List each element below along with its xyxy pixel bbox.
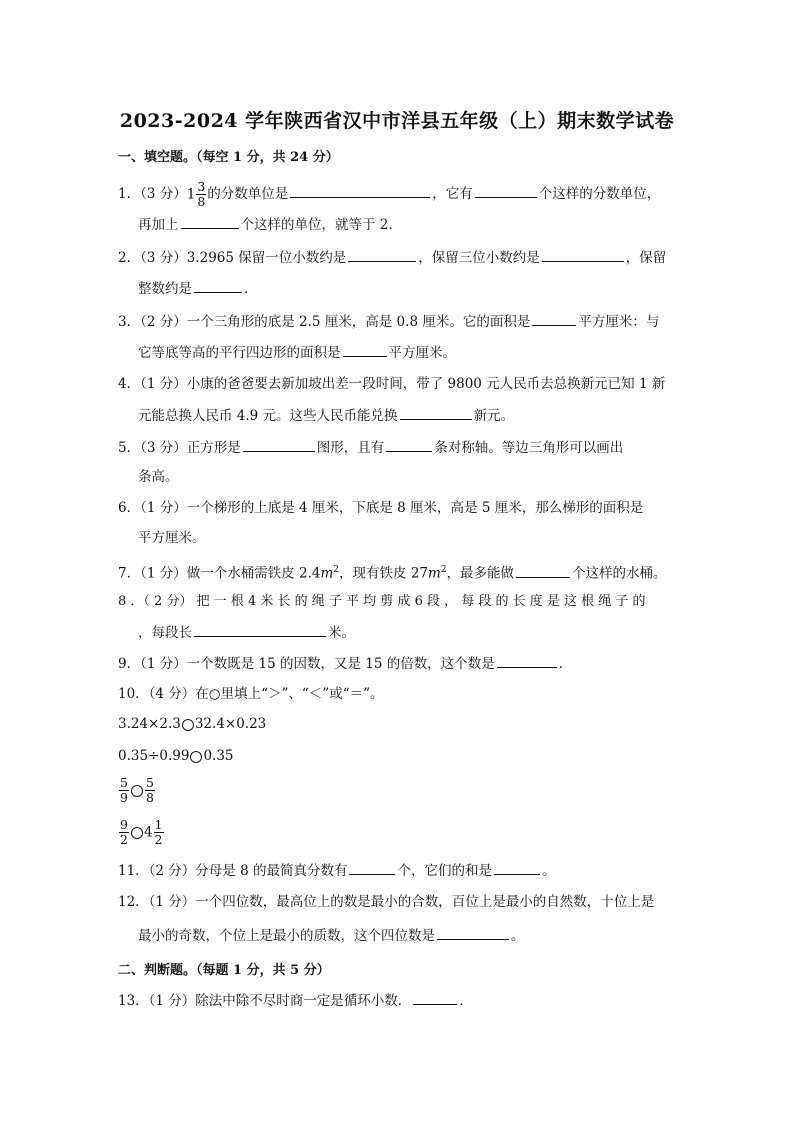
answer-blank[interactable]: [194, 278, 242, 293]
answer-blank[interactable]: [194, 622, 326, 637]
answer-blank[interactable]: [475, 183, 537, 198]
question-3-line-1: 3．（2 分）一个三角形的底是 2.5 厘米，高是 0.8 厘米。它的面积是 平方厘米：与: [118, 311, 659, 332]
question-5-line-2: 条高。: [138, 469, 179, 485]
question-7: 7．（1 分）做一个水桶需铁皮 $2.4m^2$，现有铁皮 $27m^2$，最多能做 个这样的水桶。: [118, 560, 667, 584]
answer-blank[interactable]: [516, 563, 570, 578]
question-2-line-1: 2．（3 分）3.2965 保留一位小数约是 ，保留三位小数约是 ，保留: [118, 247, 666, 268]
exam-title: 2023-2024 学年陕西省汉中市洋县五年级（上）期末数学试卷: [119, 110, 675, 132]
fraction: $\frac{3}{8}$: [197, 179, 206, 209]
answer-blank[interactable]: [343, 342, 387, 357]
mixed-number-whole: 1: [186, 186, 196, 203]
answer-blank[interactable]: [290, 183, 430, 198]
question-4-line-2: 元能总换人民币 4.9 元。这些人民币能兑换 新元。: [138, 405, 514, 426]
answer-blank[interactable]: [413, 990, 457, 1005]
answer-blank[interactable]: [542, 247, 624, 262]
fraction: $\frac{9}{2}$: [120, 817, 128, 847]
compare-row-3: [118, 776, 156, 805]
compare-circle[interactable]: [190, 751, 202, 763]
answer-blank[interactable]: [437, 925, 509, 940]
answer-blank[interactable]: [348, 247, 416, 262]
question-5-line-1: 5．（3 分）正方形是 图形，且有 条对称轴。等边三角形可以画出: [118, 437, 623, 458]
question-1-line-2: 再加上 个这样的单位，就等于 2．: [138, 214, 402, 235]
fraction: $\frac{1}{2}$: [154, 817, 163, 847]
fraction: $\frac{5}{9}$: [120, 775, 128, 805]
answer-blank[interactable]: [349, 860, 395, 875]
answer-blank[interactable]: [181, 214, 239, 229]
compare-row-4: $\frac{9}{2}$ 4 $\frac{1}{2}$: [120, 817, 163, 847]
compare-circle[interactable]: [131, 827, 143, 839]
compare-circle[interactable]: [182, 719, 194, 731]
fraction: $\frac{5}{8}$: [145, 775, 154, 805]
answer-blank[interactable]: [243, 437, 315, 452]
question-3-line-2: 它等底等高的平行四边形的面积是 平方厘米。: [138, 342, 456, 363]
question-12-line-2: 最小的奇数，个位上是最小的质数，这个四位数是 。: [138, 925, 525, 946]
question-6-line-2: 平方厘米。: [138, 530, 206, 546]
question-8-line-2: ，每段长 米。: [138, 622, 355, 643]
question-6-line-1: 6．（1 分）一个梯形的上底是 4 厘米，下底是 8 厘米，高是 5 厘米，那么梯形的面积是: [118, 500, 644, 516]
question-9: 9．（1 分）一个数既是 15 的因数，又是 15 的倍数，这个数是 ．: [118, 653, 572, 674]
question-4-line-1: 4．（1 分）小康的爸爸要去新加坡出差一段时间，带了 9800 元人民币去总换新元已知 1 新: [118, 376, 666, 392]
question-8-line-1: 8 ．（ 2 分） 把 一 根 4 米 长 的 绳 子 平 均 剪 成 6 段 ， 每 段 的 长 度 是 这 根 绳 子 的: [118, 594, 646, 609]
question-12-line-1: 12．（1 分）一个四位数，最高位上的数是最小的合数，百位上是最小的自然数，十位上是: [118, 894, 655, 910]
answer-blank[interactable]: [494, 860, 540, 875]
compare-row-1: 3.24×2.3 32.4×0.23: [118, 716, 267, 732]
answer-blank[interactable]: [400, 405, 472, 420]
answer-blank[interactable]: [497, 653, 557, 668]
compare-circle[interactable]: [131, 785, 143, 797]
question-10: 10．（4 分）在○里填上“＞”、“＜”或“＝”。: [118, 686, 384, 702]
answer-blank[interactable]: [386, 437, 432, 452]
section-judgment: 二、判断题。（每题 1 分，共 5 分）: [118, 963, 330, 978]
question-11: 11．（2 分）分母是 8 的最简真分数有 个，它们的和是 。: [118, 860, 555, 881]
question-2-line-2: 整数约是 ．: [138, 278, 258, 299]
answer-blank[interactable]: [532, 311, 576, 326]
question-13: 13．（1 分）除法中除不尽时商一定是循环小数． ．: [118, 990, 473, 1011]
compare-row-2: 0.35÷0.99 0.35: [118, 748, 234, 764]
section-fill-in: 一、填空题。（每空 1 分，共 24 分）: [118, 150, 339, 165]
question-1-line-1: 1．（3 分）1 $\frac{3}{8}$ 的分数单位是 ，它有 个这样的分数单位，: [118, 179, 661, 209]
